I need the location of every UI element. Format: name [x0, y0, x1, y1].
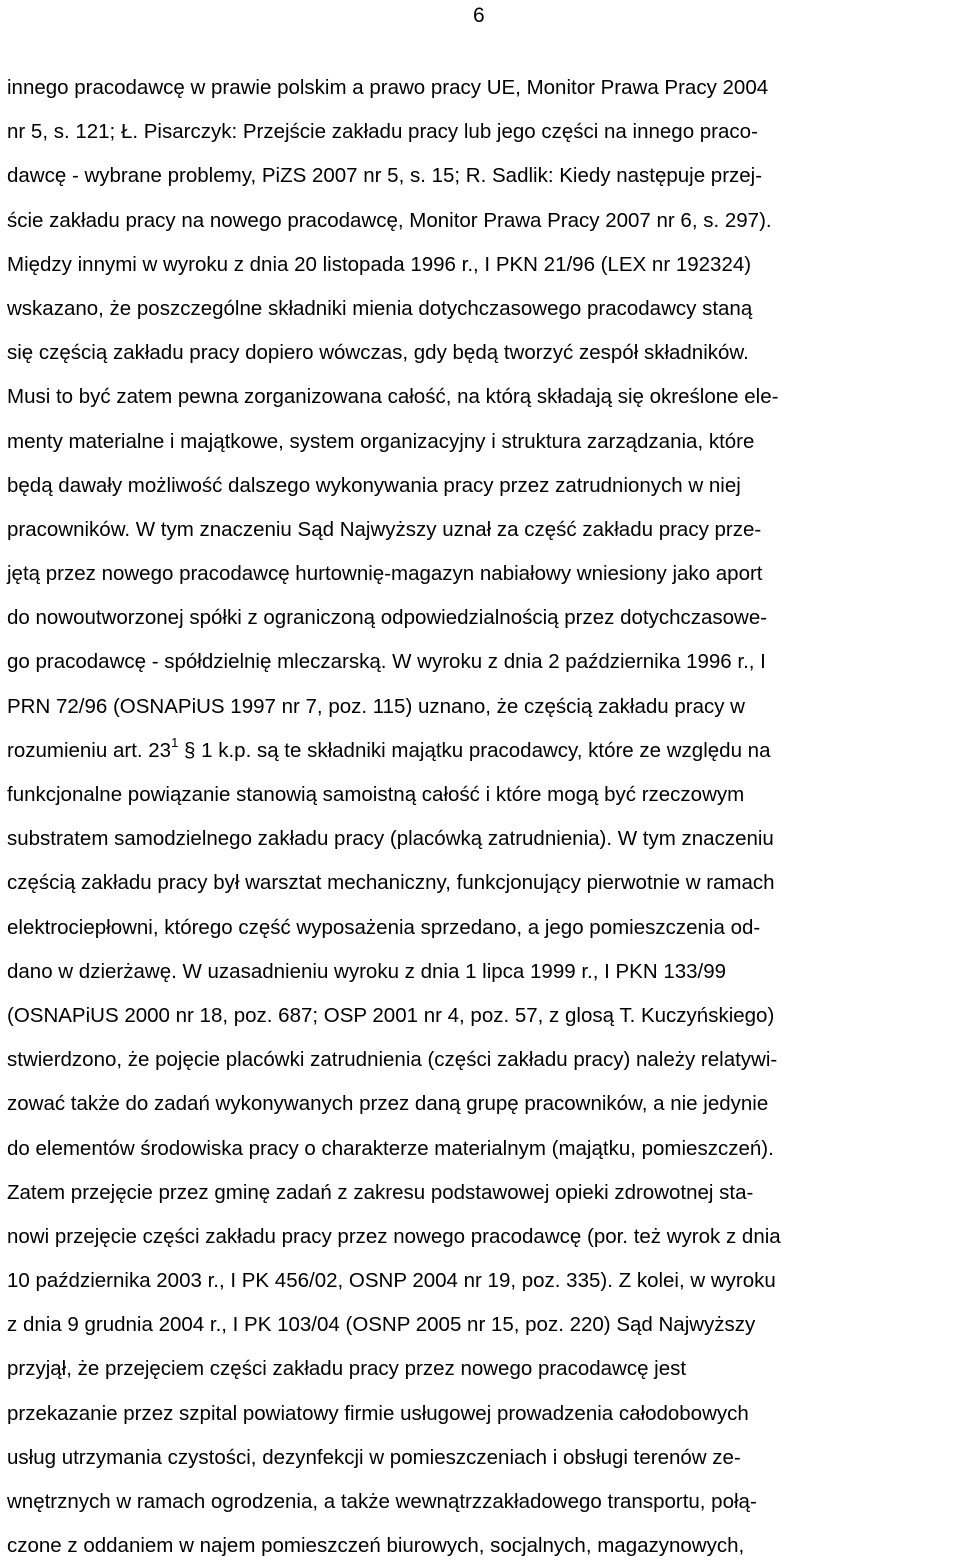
- text-line: wskazano, że poszczególne składniki mienia dotychczasowego pracodawcy staną: [7, 296, 753, 320]
- text-line: substratem samodzielnego zakładu pracy (placówką zatrudnienia). W tym znaczeniu: [7, 827, 774, 851]
- text-line: dano w dzierżawę. W uzasadnieniu wyroku z dnia 1 lipca 1999 r., I PKN 133/99: [7, 959, 727, 983]
- text-line: z dnia 9 grudnia 2004 r., I PK 103/04 (OSNP 2005 nr 15, poz. 220) Sąd Najwyższy: [7, 1313, 756, 1337]
- text-line: częścią zakładu pracy był warsztat mechaniczny, funkcjonujący pierwotnie w ramach: [7, 871, 775, 895]
- text-line: 10 października 2003 r., I PK 456/02, OSNP 2004 nr 19, poz. 335). Z kolei, w wyroku: [7, 1269, 776, 1293]
- text-line: PRN 72/96 (OSNAPiUS 1997 nr 7, poz. 115) uznano, że częścią zakładu pracy w: [7, 694, 745, 718]
- page-number: 6: [473, 4, 485, 27]
- text-line: (OSNAPiUS 2000 nr 18, poz. 687; OSP 2001 nr 4, poz. 57, z glosą T. Kuczyńskiego): [7, 1003, 775, 1027]
- text-line: jętą przez nowego pracodawcę hurtownię-magazyn nabiałowy wniesiony jako aport: [7, 562, 763, 586]
- text-line: Musi to być zatem pewna zorganizowana całość, na którą składają się określone ele-: [7, 385, 779, 409]
- text-line: usług utrzymania czystości, dezynfekcji w pomieszczeniach i obsługi terenów ze-: [7, 1445, 741, 1469]
- text-segment: rozumieniu art. 23: [7, 738, 172, 762]
- text-line: do nowoutworzonej spółki z ograniczoną odpowiedzialnością przez dotychczasowe-: [7, 606, 768, 630]
- text-line: dawcę - wybrane problemy, PiZS 2007 nr 5, s. 15; R. Sadlik: Kiedy następuje przej-: [7, 164, 763, 188]
- text-line-with-superscript: [7, 729, 957, 773]
- text-line: ście zakładu pracy na nowego pracodawcę, Monitor Prawa Pracy 2007 nr 6, s. 297).: [7, 208, 772, 232]
- text-line: funkcjonalne powiązanie stanowią samoistną całość i które mogą być rzeczowym: [7, 783, 745, 806]
- text-line: się częścią zakładu pracy dopiero wówczas, gdy będą tworzyć zespół składników.: [7, 341, 749, 365]
- text-line: pracowników. W tym znaczeniu Sąd Najwyższy uznał za część zakładu pracy prze-: [7, 517, 762, 541]
- text-line: Między innymi w wyroku z dnia 20 listopada 1996 r., I PKN 21/96 (LEX nr 192324): [7, 252, 752, 276]
- text-line: będą dawały możliwość dalszego wykonywania pracy przez zatrudnionych w niej: [7, 473, 741, 497]
- text-line: do elementów środowiska pracy o charakterze materialnym (majątku, pomieszczeń).: [7, 1136, 774, 1160]
- text-line: menty materialne i majątkowe, system organizacyjny i struktura zarządzania, które: [7, 429, 755, 453]
- text-line: innego pracodawcę w prawie polskim a prawo pracy UE, Monitor Prawa Pracy 2004: [7, 76, 769, 99]
- superscript: 1: [171, 734, 179, 750]
- text-line: czone z oddaniem w najem pomieszczeń biurowych, socjalnych, magazynowych,: [7, 1534, 745, 1558]
- text-line: Zatem przejęcie przez gminę zadań z zakresu podstawowej opieki zdrowotnej sta-: [7, 1180, 754, 1204]
- text-line: nr 5, s. 121; Ł. Pisarczyk: Przejście zakładu pracy lub jego części na innego praco-: [7, 120, 758, 144]
- text-segment: § 1 k.p. są te składniki majątku pracodawcy, które ze względu na: [178, 738, 771, 762]
- text-line: przekazanie przez szpital powiatowy firmie usługowej prowadzenia całodobowych: [7, 1401, 749, 1425]
- text-line: zować także do zadań wykonywanych przez daną grupę pracowników, a nie jedynie: [7, 1092, 769, 1116]
- text-line: wnętrznych w ramach ogrodzenia, a także wewnątrzzakładowego transportu, połą-: [7, 1490, 757, 1513]
- text-line: stwierdzono, że pojęcie placówki zatrudnienia (części zakładu pracy) należy relatywi-: [7, 1048, 778, 1072]
- text-line: go pracodawcę - spółdzielnię mleczarską. W wyroku z dnia 2 października 1996 r., I: [7, 650, 766, 674]
- text-line: nowi przejęcie części zakładu pracy przez nowego pracodawcę (por. też wyrok z dnia: [7, 1224, 781, 1248]
- text-line: przyjął, że przejęciem części zakładu pracy przez nowego pracodawcę jest: [7, 1357, 687, 1381]
- body-text: [7, 66, 957, 1568]
- text-line: elektrociepłowni, którego część wyposażenia sprzedano, a jego pomieszczenia od-: [7, 915, 761, 939]
